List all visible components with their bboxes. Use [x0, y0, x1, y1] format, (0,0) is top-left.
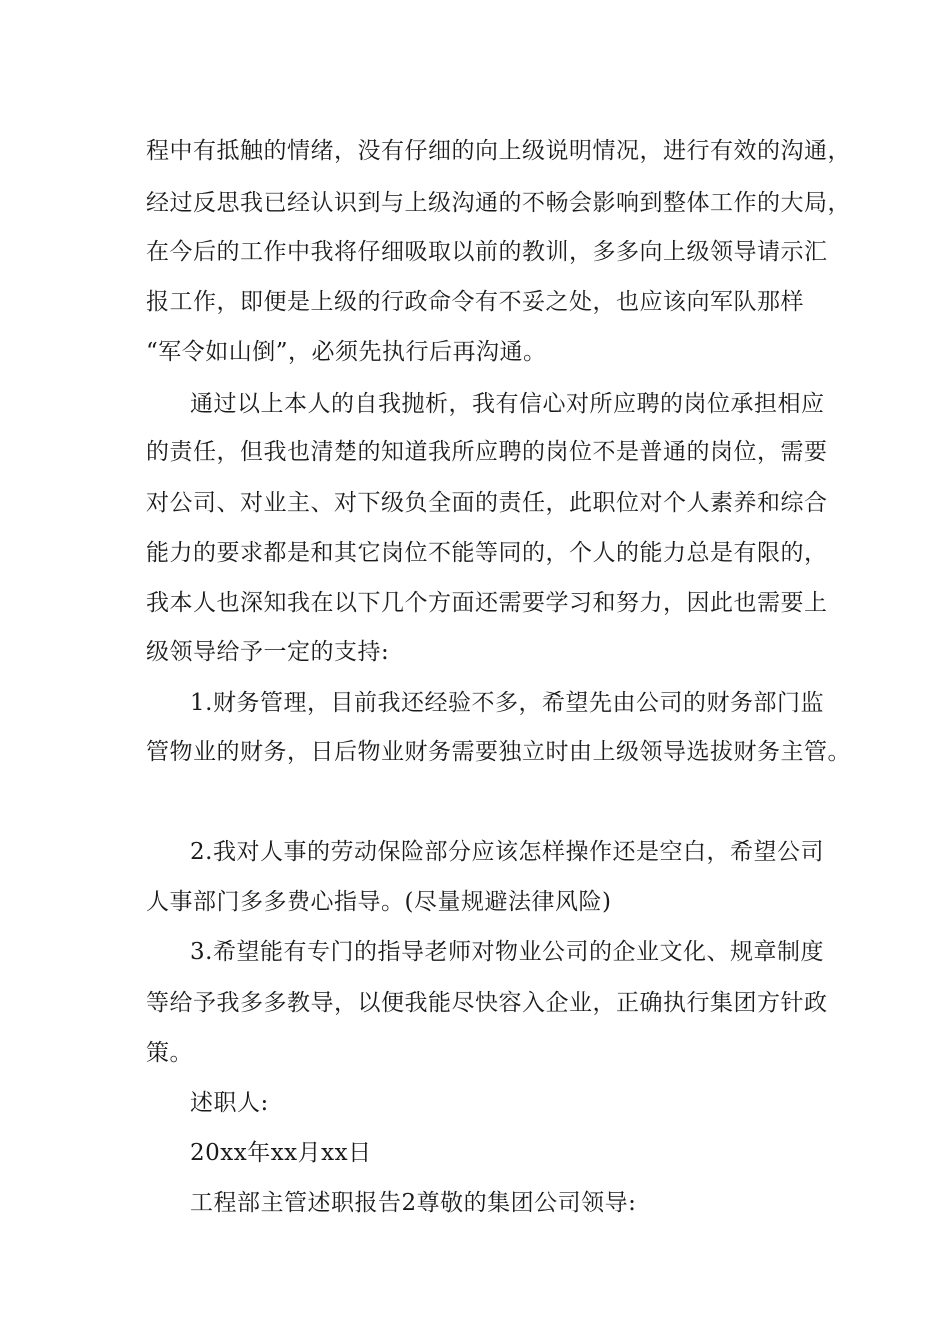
paragraph-line: 经过反思我已经认识到与上级沟通的不畅会影响到整体工作的大局， — [146, 190, 851, 216]
paragraph-line: 我本人也深知我在以下几个方面还需要学习和努力，因此也需要上 — [146, 590, 828, 616]
list-item-line: 3.希望能有专门的指导老师对物业公司的企业文化、规章制度 — [190, 939, 824, 965]
paragraph-line: 的责任，但我也清楚的知道我所应聘的岗位不是普通的岗位，需要 — [146, 439, 828, 465]
paragraph-line: 对公司、对业主、对下级负全面的责任，此职位对个人素养和综合 — [146, 490, 828, 516]
paragraph-line: “军令如山倒”，必须先执行后再沟通。 — [146, 339, 547, 365]
list-item-line: 等给予我多多教导，以便我能尽快容入企业，正确执行集团方针政 — [146, 990, 828, 1016]
signature-label: 述职人: — [190, 1090, 269, 1116]
next-report-heading: 工程部主管述职报告2尊敬的集团公司领导: — [190, 1190, 637, 1216]
date-line: 20xx年xx月xx日 — [190, 1140, 372, 1166]
paragraph-line: 级领导给予一定的支持: — [146, 639, 390, 665]
paragraph-line: 通过以上本人的自我抛析，我有信心对所应聘的岗位承担相应 — [190, 391, 825, 417]
paragraph-line: 能力的要求都是和其它岗位不能等同的，个人的能力总是有限的， — [146, 540, 828, 566]
paragraph-line: 在今后的工作中我将仔细吸取以前的教训，多多向上级领导请示汇 — [146, 239, 828, 265]
list-item-line: 1.财务管理，目前我还经验不多，希望先由公司的财务部门监 — [190, 690, 824, 716]
list-item-line: 人事部门多多费心指导。(尽量规避法律风险) — [146, 889, 612, 915]
paragraph-line: 程中有抵触的情绪，没有仔细的向上级说明情况，进行有效的沟通， — [146, 138, 851, 164]
list-item-line: 管物业的财务，日后物业财务需要独立时由上级领导选拔财务主管。 — [146, 739, 851, 765]
list-item-line: 策。 — [146, 1040, 193, 1066]
paragraph-line: 报工作，即便是上级的行政命令有不妥之处，也应该向军队那样 — [146, 289, 804, 315]
list-item-line: 2.我对人事的劳动保险部分应该怎样操作还是空白，希望公司 — [190, 839, 824, 865]
